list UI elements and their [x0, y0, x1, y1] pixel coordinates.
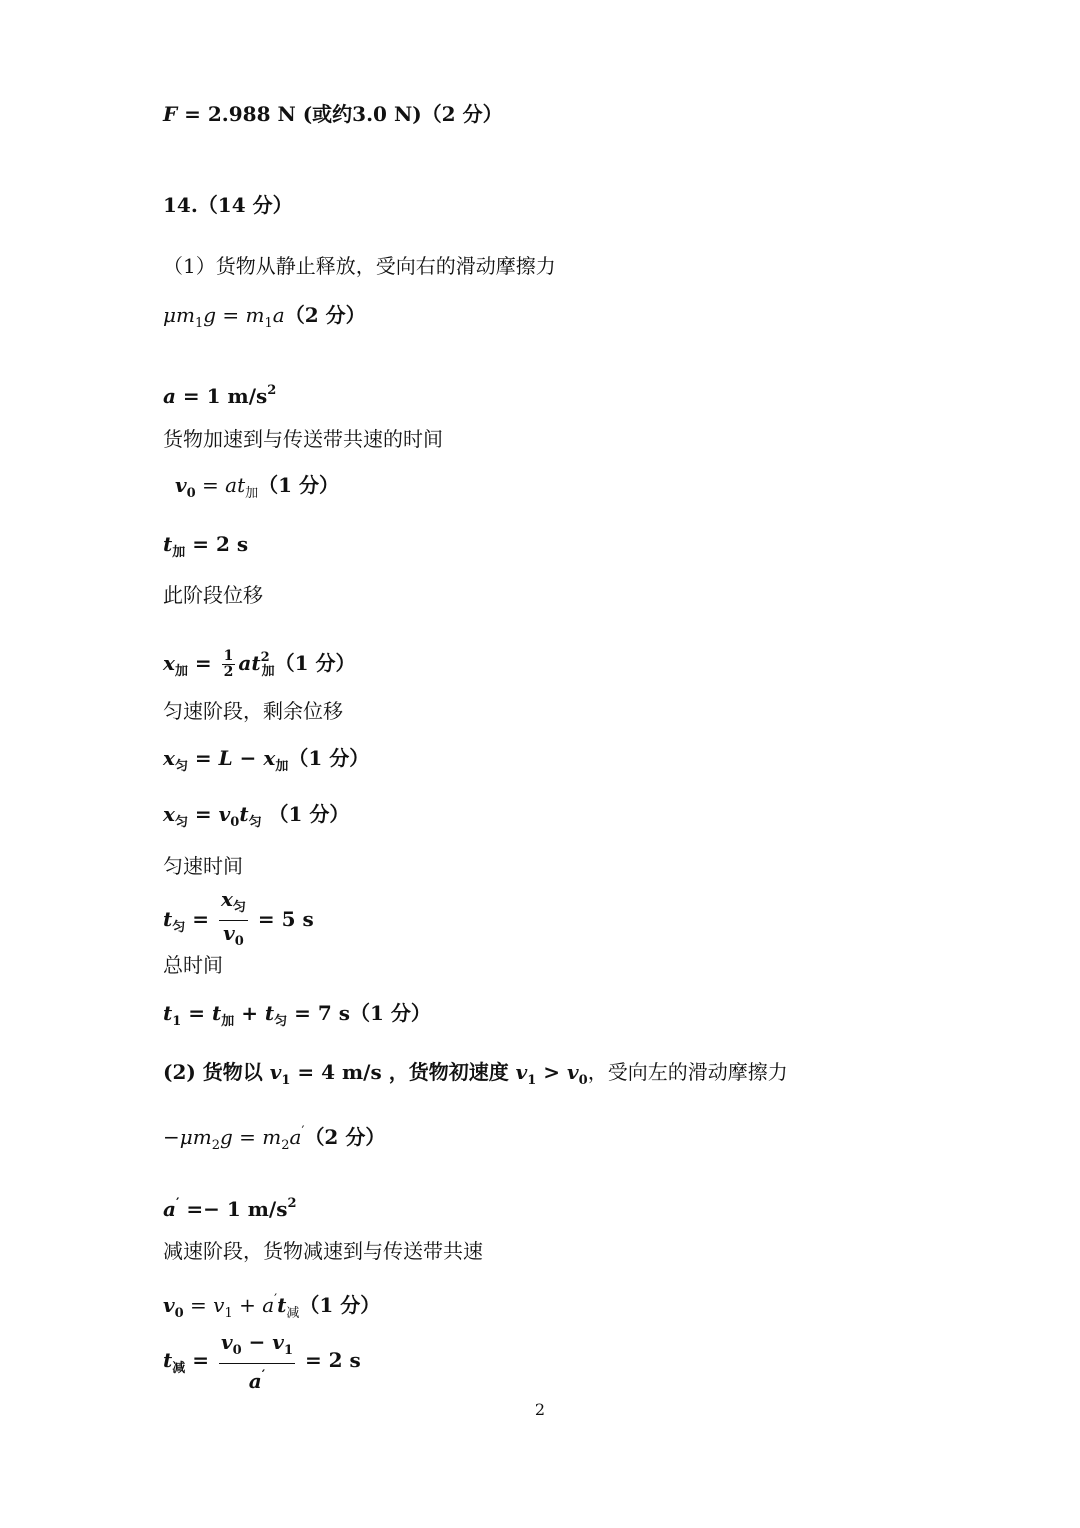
- text-uniform-time: 匀速时间: [163, 854, 243, 878]
- eq-sub: 0: [186, 486, 196, 501]
- eq-sub: 匀: [174, 815, 188, 830]
- eq-sub: 匀: [172, 920, 186, 935]
- eq-v: = v: [187, 802, 231, 826]
- frac-num-sub: 匀: [232, 900, 246, 915]
- fraction-half: [222, 649, 236, 680]
- score: （2 分）: [284, 303, 366, 327]
- eq-t: t: [277, 1293, 287, 1317]
- frac-num-sub: 1: [283, 1343, 293, 1358]
- eq-sup: 2: [267, 383, 277, 398]
- equation-v0: [175, 471, 339, 508]
- eq-x: x: [163, 802, 175, 826]
- eq-sub: 1: [281, 1073, 291, 1088]
- eq-sup: 2: [260, 650, 270, 665]
- eq-at: = at: [195, 473, 246, 497]
- eq-t: t: [163, 1001, 173, 1025]
- eq-prime: ′: [274, 1292, 278, 1307]
- equation-x-uniform-2: [163, 800, 349, 837]
- eq-prime: ′: [301, 1124, 305, 1139]
- equation-a-prime: [163, 1190, 297, 1223]
- part-2-intro: [163, 1058, 788, 1095]
- eq-sub: 1: [194, 316, 204, 331]
- eq-sub: 加: [245, 486, 259, 501]
- eq-sub: 1: [224, 1306, 233, 1321]
- frac-num-x: x: [220, 887, 233, 911]
- eq-plus-a: + a: [232, 1293, 275, 1317]
- text-displacement: 此阶段位移: [163, 583, 263, 607]
- eq-x: x: [163, 651, 175, 675]
- eq-sub: 匀: [274, 1014, 288, 1029]
- eq-t: t: [163, 532, 173, 556]
- equation-x-uniform-1: [163, 744, 369, 781]
- eq-t-uniform: + t: [234, 1001, 275, 1025]
- score: （1 分）: [258, 473, 340, 497]
- eq-a: a: [163, 384, 176, 408]
- text-uniform-remaining: 匀速阶段，剩余位移: [163, 699, 343, 723]
- eq-sub: 加: [172, 545, 186, 560]
- eq-x: x: [163, 746, 175, 770]
- score: （1 分）: [288, 746, 370, 770]
- eq-v: v: [567, 1060, 579, 1084]
- eq-sub: 加: [174, 664, 188, 679]
- eq-sub: 匀: [248, 815, 262, 830]
- eq-sub: 1: [264, 316, 273, 331]
- frac-den-prime: ′: [261, 1368, 266, 1383]
- eq-sub: 0: [578, 1073, 588, 1088]
- force-value: = 2.988 N (或约3.0 N)（2 分）: [177, 102, 503, 126]
- eq-v: v: [269, 1060, 282, 1084]
- frac-den-sub: 0: [234, 934, 244, 949]
- eq-t: t: [239, 802, 249, 826]
- score: （1 分）: [299, 1293, 381, 1317]
- frac-num-sub: 0: [232, 1343, 242, 1358]
- text-speed: = 4 m/s ，货物初速度: [290, 1060, 516, 1084]
- frac-den: [219, 921, 248, 954]
- frac-num-minus-v: − v: [241, 1330, 284, 1354]
- eq-result: = 5 s: [250, 907, 314, 931]
- eq-value: =− 1 m/s: [179, 1197, 288, 1221]
- fraction-dv-over-a: [219, 1330, 295, 1393]
- eq-t: t: [163, 907, 173, 931]
- equation-t-decel: [163, 1330, 361, 1394]
- frac-den-v: v: [223, 921, 235, 945]
- eq-result: = 7 s（1 分）: [287, 1001, 431, 1025]
- eq-sub: 2: [211, 1138, 221, 1153]
- page-number: 2: [534, 1400, 546, 1419]
- eq-prime: ′: [175, 1196, 180, 1211]
- eq-sub: 1: [172, 1014, 182, 1029]
- eq-value: = 1 m/s: [175, 384, 268, 408]
- eq-sub: 2: [281, 1138, 290, 1153]
- eq-v: v: [163, 1293, 175, 1317]
- score: （2 分）: [304, 1125, 386, 1149]
- eq-a: a: [272, 303, 285, 327]
- equation-friction-2: [163, 1118, 385, 1160]
- equation-acceleration: [163, 377, 276, 410]
- eq-value: = 2 s: [185, 532, 249, 556]
- text-decel-stage: 减速阶段，货物减速到与传送带共速: [163, 1239, 483, 1263]
- eq-sub: 减: [172, 1361, 186, 1376]
- frac-den-a: a: [248, 1369, 262, 1393]
- eq-v1: = v: [183, 1293, 225, 1317]
- text-total-time: 总时间: [163, 953, 223, 977]
- eq-a: a: [163, 1197, 176, 1221]
- frac-den: [219, 1364, 295, 1393]
- frac-num: 1: [223, 648, 234, 664]
- text-accel-time: 货物加速到与传送带共速的时间: [163, 427, 443, 451]
- eq-sub: 1: [527, 1073, 537, 1088]
- eq-equals: =: [187, 651, 219, 675]
- question-14-heading: 14.（14 分）: [163, 193, 293, 217]
- eq-sub: 减: [286, 1306, 300, 1321]
- eq-g-m: g = m: [203, 303, 265, 327]
- eq-equals: =: [185, 1348, 216, 1372]
- fraction-x-over-v: [219, 887, 248, 954]
- eq-sub: 加: [261, 664, 275, 679]
- eq-t: t: [163, 1348, 173, 1372]
- symbol-F: F: [163, 102, 178, 126]
- eq-sup: 2: [287, 1196, 297, 1211]
- eq-sub: 0: [230, 815, 240, 830]
- eq-v: v: [175, 473, 187, 497]
- eq-at: at: [238, 651, 261, 675]
- eq-L-x: = L − x: [187, 746, 276, 770]
- frac-den: 2: [223, 664, 234, 680]
- eq-result: = 2 s: [297, 1348, 361, 1372]
- eq-v: v: [515, 1060, 528, 1084]
- eq-t-accel: = t: [181, 1001, 222, 1025]
- eq-sub: 加: [275, 759, 289, 774]
- frac-num-v: v: [220, 1330, 233, 1354]
- eq-sub: 匀: [174, 759, 188, 774]
- score: （1 分）: [261, 802, 350, 826]
- equation-t-accel: [163, 530, 248, 567]
- eq-sub: 0: [174, 1306, 184, 1321]
- equation-t-uniform: [163, 887, 314, 954]
- eq-equals: =: [185, 907, 216, 931]
- eq-a: a: [289, 1125, 302, 1149]
- eq-gt: >: [536, 1060, 568, 1084]
- text-friction-left: ，受向左的滑动摩擦力: [587, 1060, 788, 1084]
- eq-g-m: g = m: [220, 1125, 282, 1149]
- score: （1 分）: [274, 651, 356, 675]
- eq-mu-m: μm: [163, 303, 195, 327]
- equation-x-accel: [163, 644, 356, 686]
- equation-v0-decel: [163, 1286, 380, 1328]
- line-force: [163, 100, 503, 128]
- frac-num: [219, 1330, 295, 1364]
- text-part2: (2) 货物以: [163, 1060, 270, 1084]
- equation-friction-1: [163, 301, 366, 338]
- eq-sub: 加: [221, 1014, 235, 1029]
- equation-t1: [163, 999, 431, 1036]
- frac-num: [219, 887, 248, 921]
- eq-minus-mu-m: −μm: [163, 1125, 212, 1149]
- part-1-intro: （1）货物从静止释放，受向右的滑动摩擦力: [163, 254, 556, 278]
